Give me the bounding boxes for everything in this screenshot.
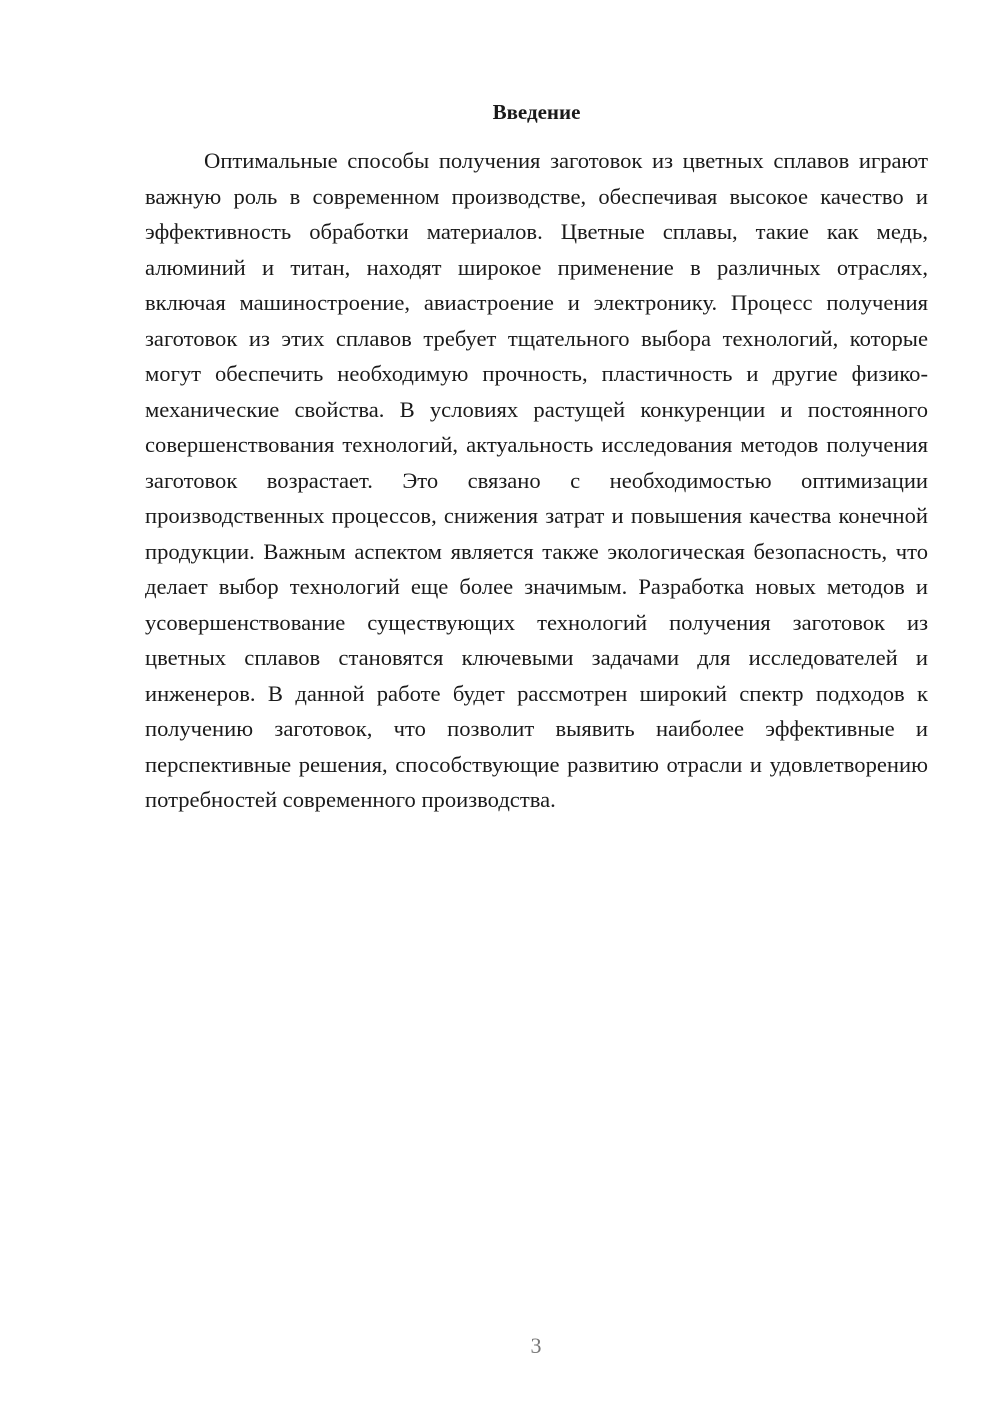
section-heading: Введение: [492, 100, 581, 124]
page-number: 3: [530, 1333, 542, 1358]
body-paragraph: Оптимальные способы получения заготовок из цветных сплавов играют важную роль в современном производстве, обеспечивая высокое качество и эффективность обработки материалов. Цветные сплавы, такие как медь, алюминий и титан, находят широкое применение в различных отраслях, включая машиностроение, авиастроение и электронику. Процесс получения заготовок из этих сплавов требует тщательного выбора технологий, которые могут обеспечить необходимую прочность, пластичность и другие физико-механические свойства. В условиях растущей конкуренции и постоянного совершенствования технологий, актуальность исследования методов получения заготовок возрастает. Это связано с необходимостью оптимизации производственных процессов, снижения затрат и повышения качества конечной продукции. Важным аспектом является также экологическая безопасность, что делает выбор технологий еще более значимым. Разработка новых методов и усовершенствование существующих технологий получения заготовок из цветных сплавов становятся ключевыми задачами для исследователей и инженеров. В данной работе будет рассмотрен широкий спектр подходов к получению заготовок, что позволит выявить наиболее эффективные и перспективные решения, способствующие развитию отрасли и удовлетворению потребностей современного производства.: [145, 148, 928, 812]
